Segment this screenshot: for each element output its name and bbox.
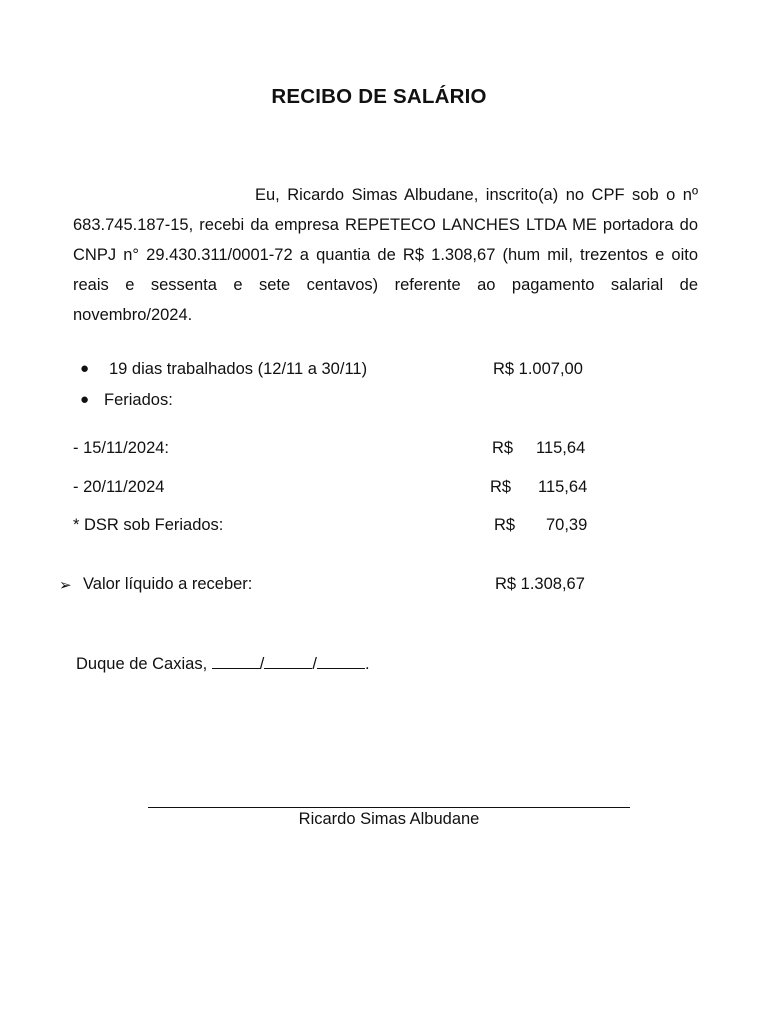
location-date-line — [76, 654, 370, 674]
net-value-amount: R$ 1.308,67 — [495, 575, 585, 593]
net-value-label: Valor líquido a receber: — [83, 575, 253, 593]
worked-days-amount: R$ 1.007,00 — [493, 360, 583, 378]
signature-line — [148, 807, 630, 808]
bullet-icon: ● — [80, 360, 90, 377]
signature-name: Ricardo Simas Albudane — [298, 810, 480, 828]
document-title: RECIBO DE SALÁRIO — [271, 85, 487, 108]
dsr-currency: R$ — [494, 516, 516, 534]
day-blank — [212, 654, 260, 669]
location-city: Duque de Caxias, — [76, 655, 208, 673]
holiday-2-label: - 20/11/2024 — [73, 478, 165, 496]
holiday-1-label: - 15/11/2024: — [73, 439, 170, 457]
receipt-paragraph — [73, 180, 698, 330]
paragraph-text: Eu, Ricardo Simas Albudane, inscrito(a) no CPF sob o nº 683.745.187-15, recebi da empresa REPETECO LANCHES LTDA ME portadora do CNPJ n° 29.430.311/0001-72 a quantia de R$ 1.308,67 (hum mil, trezentos e oito reais e sessenta e sete centavos) referente ao pagamento salarial de novembro/2024. — [73, 186, 698, 324]
date-separator: / — [312, 655, 317, 673]
year-blank — [317, 654, 365, 669]
month-blank — [264, 654, 312, 669]
bullet-icon: ● — [80, 391, 90, 408]
holiday-1-currency: R$ — [492, 439, 514, 457]
dsr-value: 70,39 — [546, 516, 588, 534]
date-separator: / — [259, 655, 265, 673]
arrow-bullet-icon: ➢ — [59, 577, 72, 594]
date-end: . — [364, 655, 370, 673]
holidays-label: Feriados: — [104, 391, 173, 409]
holiday-2-value: 115,64 — [538, 478, 588, 496]
holiday-1-value: 115,64 — [536, 439, 586, 457]
dsr-label: * DSR sob Feriados: — [73, 516, 224, 534]
worked-days-label: 19 dias trabalhados (12/11 a 30/11) — [109, 360, 368, 378]
holiday-2-currency: R$ — [490, 478, 512, 496]
